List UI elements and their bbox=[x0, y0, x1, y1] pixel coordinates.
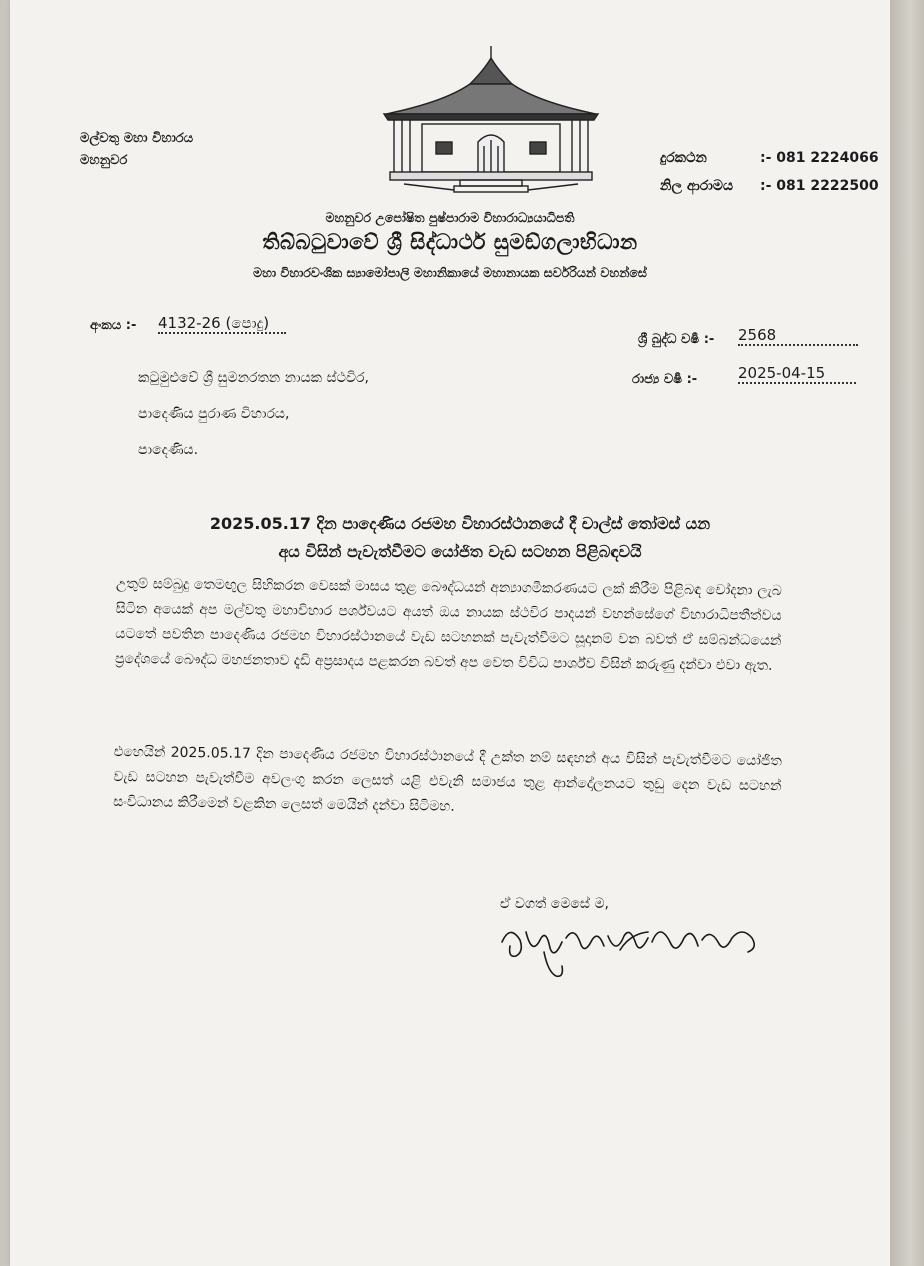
sender-address-line: මහනුවර bbox=[80, 153, 128, 168]
recipient-line: කටුමුළුවේ ශ්‍රී සුමනරතන නායක ස්ථවිර, bbox=[138, 370, 370, 386]
letterhead-title: තිබ්බටුවාවේ ශ්‍රී සිද්ධාර්ථ සුමඞ්ගලාභිධාන bbox=[262, 230, 638, 254]
phone-value: :- 081 2224066 bbox=[760, 150, 879, 166]
recipient-line: පාදෙණිය. bbox=[138, 442, 199, 458]
temple-emblem-icon bbox=[374, 44, 600, 194]
state-year-value: 2025-04-15 bbox=[738, 364, 856, 384]
subject-line: 2025.05.17 දින පාදෙණිය රජමහ විහාරස්ථානයේ දී චාල්ස් තෝමස් යන bbox=[209, 514, 711, 533]
phone-label: දුරකථන bbox=[660, 150, 707, 166]
residence-value: :- 081 2222500 bbox=[760, 178, 879, 194]
sender-address bbox=[80, 128, 193, 172]
signature-image bbox=[480, 912, 780, 992]
letterhead-subtitle-top: මහනුවර උපෝෂිත පුෂ්පාරාම විහාරාධ්‍යයාධිපති bbox=[325, 210, 575, 225]
letterhead-subtitle-bottom: මහා විහාරවංශික ස්‍යාමෝපාලි මහානිකායේ මහානායක සර්වරියන් වහන්සේ bbox=[253, 265, 647, 280]
subject-heading bbox=[120, 510, 800, 566]
buddha-year-value: 2568 bbox=[738, 326, 858, 346]
residence-label: නිල ආරාමය bbox=[660, 178, 734, 194]
closing-text: ඒ වගත් මෙසේ ම, bbox=[500, 896, 609, 912]
sender-address-line: මල්වතු මහා විහාරය bbox=[80, 131, 194, 146]
body-paragraph: උතුම් සම්බුදු තෙමඟුල සිහිකරන වෙසක් මාසය තුළ බෞද්ධයන් අන්‍යාගමීකරණයට ලක් කිරීම පිළිබඳ චෝදනා ලැබ සිටින අයෙක් අප මල්වතු මහාවිහාර පර්ශ්වයට අයත් ඔය නායක ස්ථවිර පාදයන් වහන්සේගේ විහාරාධිපතීත්වය යටතේ පවතින පාදෙණිය රජමහ විහාරස්ථානයේ වැඩ සටහනක් පැවැත්වීමට සූදානම් වන බවත් ඒ සම්බන්ධයෙන් ප්‍රදේශයේ බෞද්ධ මහජනතාව දැඩි අප්‍රසාදය පළකරන බවත් අප වෙත විවිධ පාර්ශ්ව විසින් කරුණු දන්වා එවා ඇත. bbox=[115, 575, 782, 674]
body-paragraph: එහෙයින් 2025.05.17 දින පාදෙණිය රජමහ විහාරස්ථානයේ දී උක්ත නම් සඳහන් අය විසින් පැවැත්වීමට යෝජිත වැඩ සටහන පැවැත්වීම අවලංගු කරන ලෙසත් යළි එවැනි සමාජය තුළ ආන්දෝලනයට තුඩු දෙන වැඩ සටහන් සංවිධානය කිරීමෙන් වළකින ලෙසත් මෙයින් දන්වා සිටිමහ. bbox=[113, 743, 782, 815]
recipient-line: පාදෙණිය පුරාණ විහාරය, bbox=[138, 406, 290, 422]
background-edge bbox=[890, 0, 924, 1266]
reference-number-value: 4132-26 (පොදු) bbox=[158, 314, 286, 334]
state-year-label: රාජ්‍ය වර්‍ෂ :- bbox=[632, 372, 698, 387]
letter-page bbox=[10, 0, 890, 1266]
subject-line: අය විසින් පැවැත්වීමට යෝජිත වැඩ සටහන පිළිබඳවයි bbox=[278, 542, 642, 561]
reference-number-label: අංකය :- bbox=[90, 318, 137, 333]
buddha-year-label: ශ්‍රී බුද්ධ වර්‍ෂ :- bbox=[638, 332, 715, 347]
